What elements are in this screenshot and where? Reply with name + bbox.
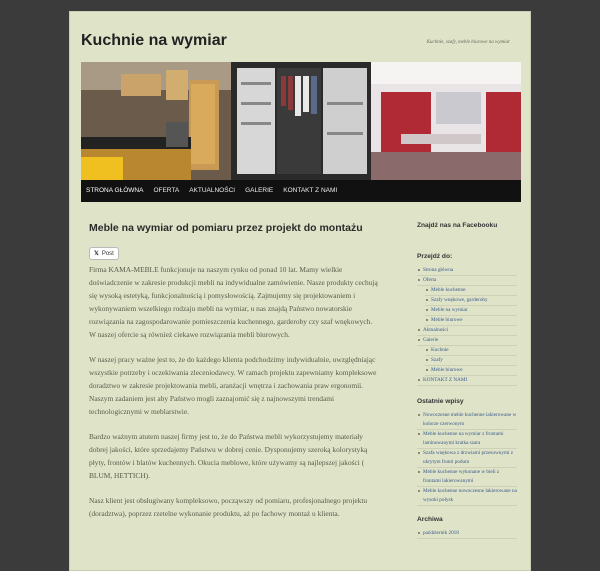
nav-kontakt[interactable]: KONTAKT Z NAMI	[283, 187, 338, 194]
nav-galerie[interactable]: GALERIE	[245, 187, 274, 194]
sidebar-menu	[417, 266, 517, 386]
main-navigation	[81, 180, 521, 202]
sidebar-item[interactable]: Strona główna	[417, 266, 517, 276]
recent-posts-list	[417, 411, 517, 506]
tweet-button[interactable]	[89, 247, 119, 260]
sidebar-subitem[interactable]: Meble kuchenne	[425, 286, 517, 296]
nav-strona-glowna[interactable]: STRONA GŁÓWNA	[86, 187, 144, 194]
sidebar	[417, 222, 517, 539]
archive-list	[417, 529, 517, 539]
x-logo-icon: 𝕏	[94, 251, 99, 257]
recent-post-link[interactable]: Meble kuchenne na wymiar z frontami laminowanymi kratka szara	[417, 430, 517, 449]
recent-post-link[interactable]: Nowoczesne meble kuchenne lakierowane w kolorze czerwonym	[417, 411, 517, 430]
post-paragraph: W naszej pracy ważne jest to, że do każdego klienta podchodzimy indywidualnie, uwzględniając wszystkie potrzeby i oczekiwania zleceniodawcy. W ramach projektu zapewniamy kompleksowe doradztwo w zakresie projektowania mebli, aranżacji wnętrza i zachowania praw ergonomii. Naszym zadaniem jest aby Państwo mogli zaznajomić się z najnowszymi trendami technologicznymi w meblarstwie.	[89, 355, 377, 416]
main-content	[89, 222, 379, 532]
header-banner-image	[81, 62, 521, 180]
sidebar-subitem[interactable]: Szafy wnękowe, garderoby	[425, 296, 517, 306]
sidebar-subitem[interactable]: Meble biurowe	[425, 316, 517, 326]
recent-post-link[interactable]: Szafa wnękowa z drzwiami przesuwnymi z ukrytym fronti podum	[417, 449, 517, 468]
sidebar-subitem[interactable]: Meble biurowe	[425, 366, 517, 376]
nav-aktualnosci[interactable]: AKTUALNOŚCI	[189, 187, 236, 194]
sidebar-item[interactable]: Galerie	[417, 336, 517, 346]
page	[69, 11, 531, 571]
site-tagline: Kuchnie, szafy, meble biurowe na wymiar	[426, 40, 510, 45]
facebook-widget-title: Znajdź nas na Facebooku	[417, 222, 498, 229]
post-paragraph: Bardzo ważnym atutem naszej firmy jest to, że do Państwa mebli wykorzystujemy materiały dobrej jakości, które sprzedajemy Państwu w dobrej cenie. Dysponujemy szeroką kolorystyką płyty, frontów i blatów kuchennych. Okucia meblowe, które używamy są najlepszej jakości ( BLUM, HETTICH).	[89, 432, 368, 480]
sidebar-item[interactable]: Aktualności	[417, 326, 517, 336]
goto-widget-title: Przejdź do:	[417, 253, 453, 260]
post-paragraph: Nasz klient jest obsługiwany kompleksowo, począwszy od pomiaru, profesjonalnego projektu (doradztwa), poprzez rzetelne wykonanie produktu, aż po fachowy montaż u klienta.	[89, 496, 368, 518]
site-title[interactable]: Kuchnie na wymiar	[81, 32, 227, 49]
archive-link[interactable]: październik 2018	[417, 529, 517, 539]
sidebar-item[interactable]: KONTAKT Z NAMI	[417, 376, 517, 386]
archive-title: Archiwa	[417, 516, 443, 523]
post-title[interactable]: Meble na wymiar od pomiaru przez projekt do montażu	[89, 222, 363, 234]
tweet-label: Post	[101, 250, 114, 257]
recent-post-link[interactable]: Meble kuchenne wykonane w bieli z frontami lakierowanymi	[417, 468, 517, 487]
sidebar-item[interactable]: Oferta	[417, 276, 517, 286]
recent-posts-title: Ostatnie wpisy	[417, 398, 464, 405]
recent-post-link[interactable]: Meble kuchenne nowoczesne lakierowane na wysoki połysk	[417, 487, 517, 506]
sidebar-subitem[interactable]: Meble na wymiar	[425, 306, 517, 316]
sidebar-subitem[interactable]: Kuchnie	[425, 346, 517, 356]
sidebar-subitem[interactable]: Szafy	[425, 356, 517, 366]
post-paragraph: Firma KAMA-MEBLE funkcjonuje na naszym rynku od ponad 10 lat. Mamy wielkie doświadczenie w zakresie produkcji mebli na indywidualne zamówienie. Nasze produkty cechują się wysoką estetyką, funkcjonalnością i pomysłowością. Zajmujemy się projektowaniem i wykonywaniem wszelkiego rodzaju mebli na wymiar, u nas znajdą Państwo nowatorskie rozwiązania na zagospodarowanie pomieszczenia kuchennego, garderoby czy szaf wnękowych. W naszej ofercie są również ciekawe rozwiązania mebli biurowych.	[89, 265, 378, 339]
nav-oferta[interactable]: OFERTA	[153, 187, 180, 194]
